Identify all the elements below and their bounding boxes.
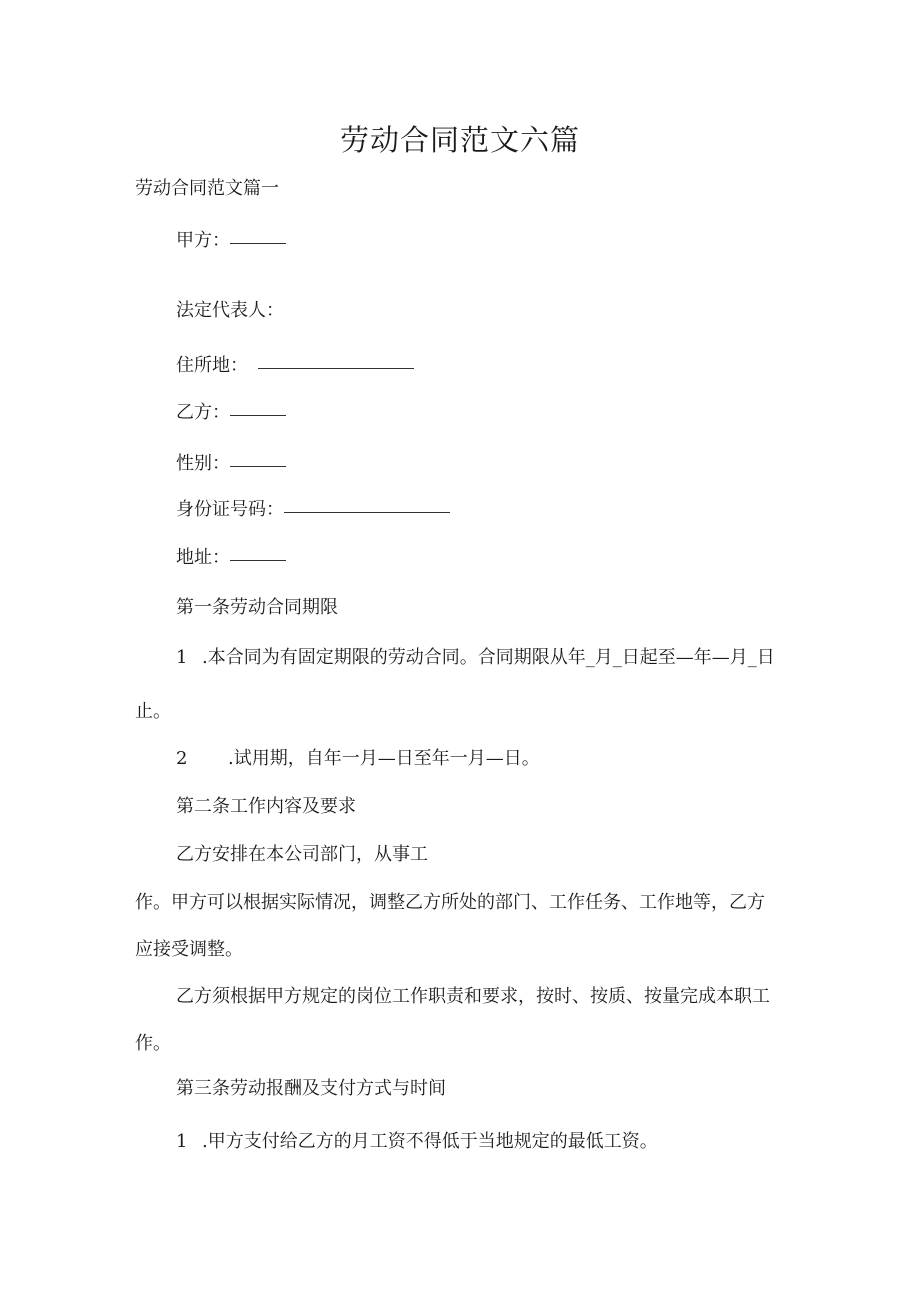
id-number-blank bbox=[284, 494, 450, 513]
gender-blank bbox=[230, 448, 286, 467]
article1-item1-text: .本合同为有固定期限的劳动合同。合同期限从年_月_日起至—年—月_日 bbox=[202, 647, 775, 668]
party-b-blank bbox=[230, 397, 286, 416]
article3-title: 第三条劳动报酬及支付方式与时间 bbox=[176, 1078, 446, 1099]
address-blank bbox=[230, 542, 286, 561]
gender-label: 性别： bbox=[176, 453, 230, 474]
party-a-blank bbox=[230, 225, 286, 244]
residence-field bbox=[176, 352, 414, 378]
article2-para2-line2: 作。 bbox=[135, 1033, 171, 1054]
article2-para2-line1: 乙方须根据甲方规定的岗位工作职责和要求，按时、按质、按量完成本职工 bbox=[176, 986, 770, 1007]
article1-item2 bbox=[176, 747, 540, 771]
article2-title: 第二条工作内容及要求 bbox=[176, 796, 356, 817]
document-title: 劳动合同范文六篇 bbox=[339, 123, 580, 157]
article1-item1-number: 1 bbox=[176, 647, 188, 668]
article3-item1-text: .甲方支付给乙方的月工资不得低于当地规定的最低工资。 bbox=[202, 1131, 658, 1152]
address-field bbox=[176, 544, 286, 570]
section-heading: 劳动合同范文篇一 bbox=[135, 178, 279, 199]
id-number-label: 身份证号码： bbox=[176, 499, 284, 520]
party-a-field bbox=[176, 227, 286, 253]
gender-field bbox=[176, 450, 286, 476]
article2-para1-line1: 乙方安排在本公司部门，从事工 bbox=[176, 844, 428, 865]
address-label: 地址： bbox=[176, 547, 230, 568]
legal-rep-label: 法定代表人： bbox=[176, 300, 284, 321]
party-a-label: 甲方： bbox=[176, 230, 230, 251]
article1-title: 第一条劳动合同期限 bbox=[176, 597, 338, 618]
residence-label: 住所地： bbox=[176, 355, 248, 376]
article2-para1-line3: 应接受调整。 bbox=[135, 939, 243, 960]
party-b-label: 乙方： bbox=[176, 402, 230, 423]
article3-item1 bbox=[176, 1130, 658, 1154]
article1-item1-continuation: 止。 bbox=[135, 701, 171, 722]
article2-para1-line2: 作。甲方可以根据实际情况，调整乙方所处的部门、工作任务、工作地等，乙方 bbox=[135, 892, 765, 913]
id-number-field bbox=[176, 496, 450, 522]
article1-item1 bbox=[176, 646, 775, 670]
article1-item2-text: .试用期，自年一月—日至年一月—日。 bbox=[228, 748, 540, 769]
article3-item1-number: 1 bbox=[176, 1131, 188, 1152]
residence-blank bbox=[258, 350, 414, 369]
article1-item2-number: 2 bbox=[176, 748, 188, 769]
party-b-field bbox=[176, 399, 286, 425]
